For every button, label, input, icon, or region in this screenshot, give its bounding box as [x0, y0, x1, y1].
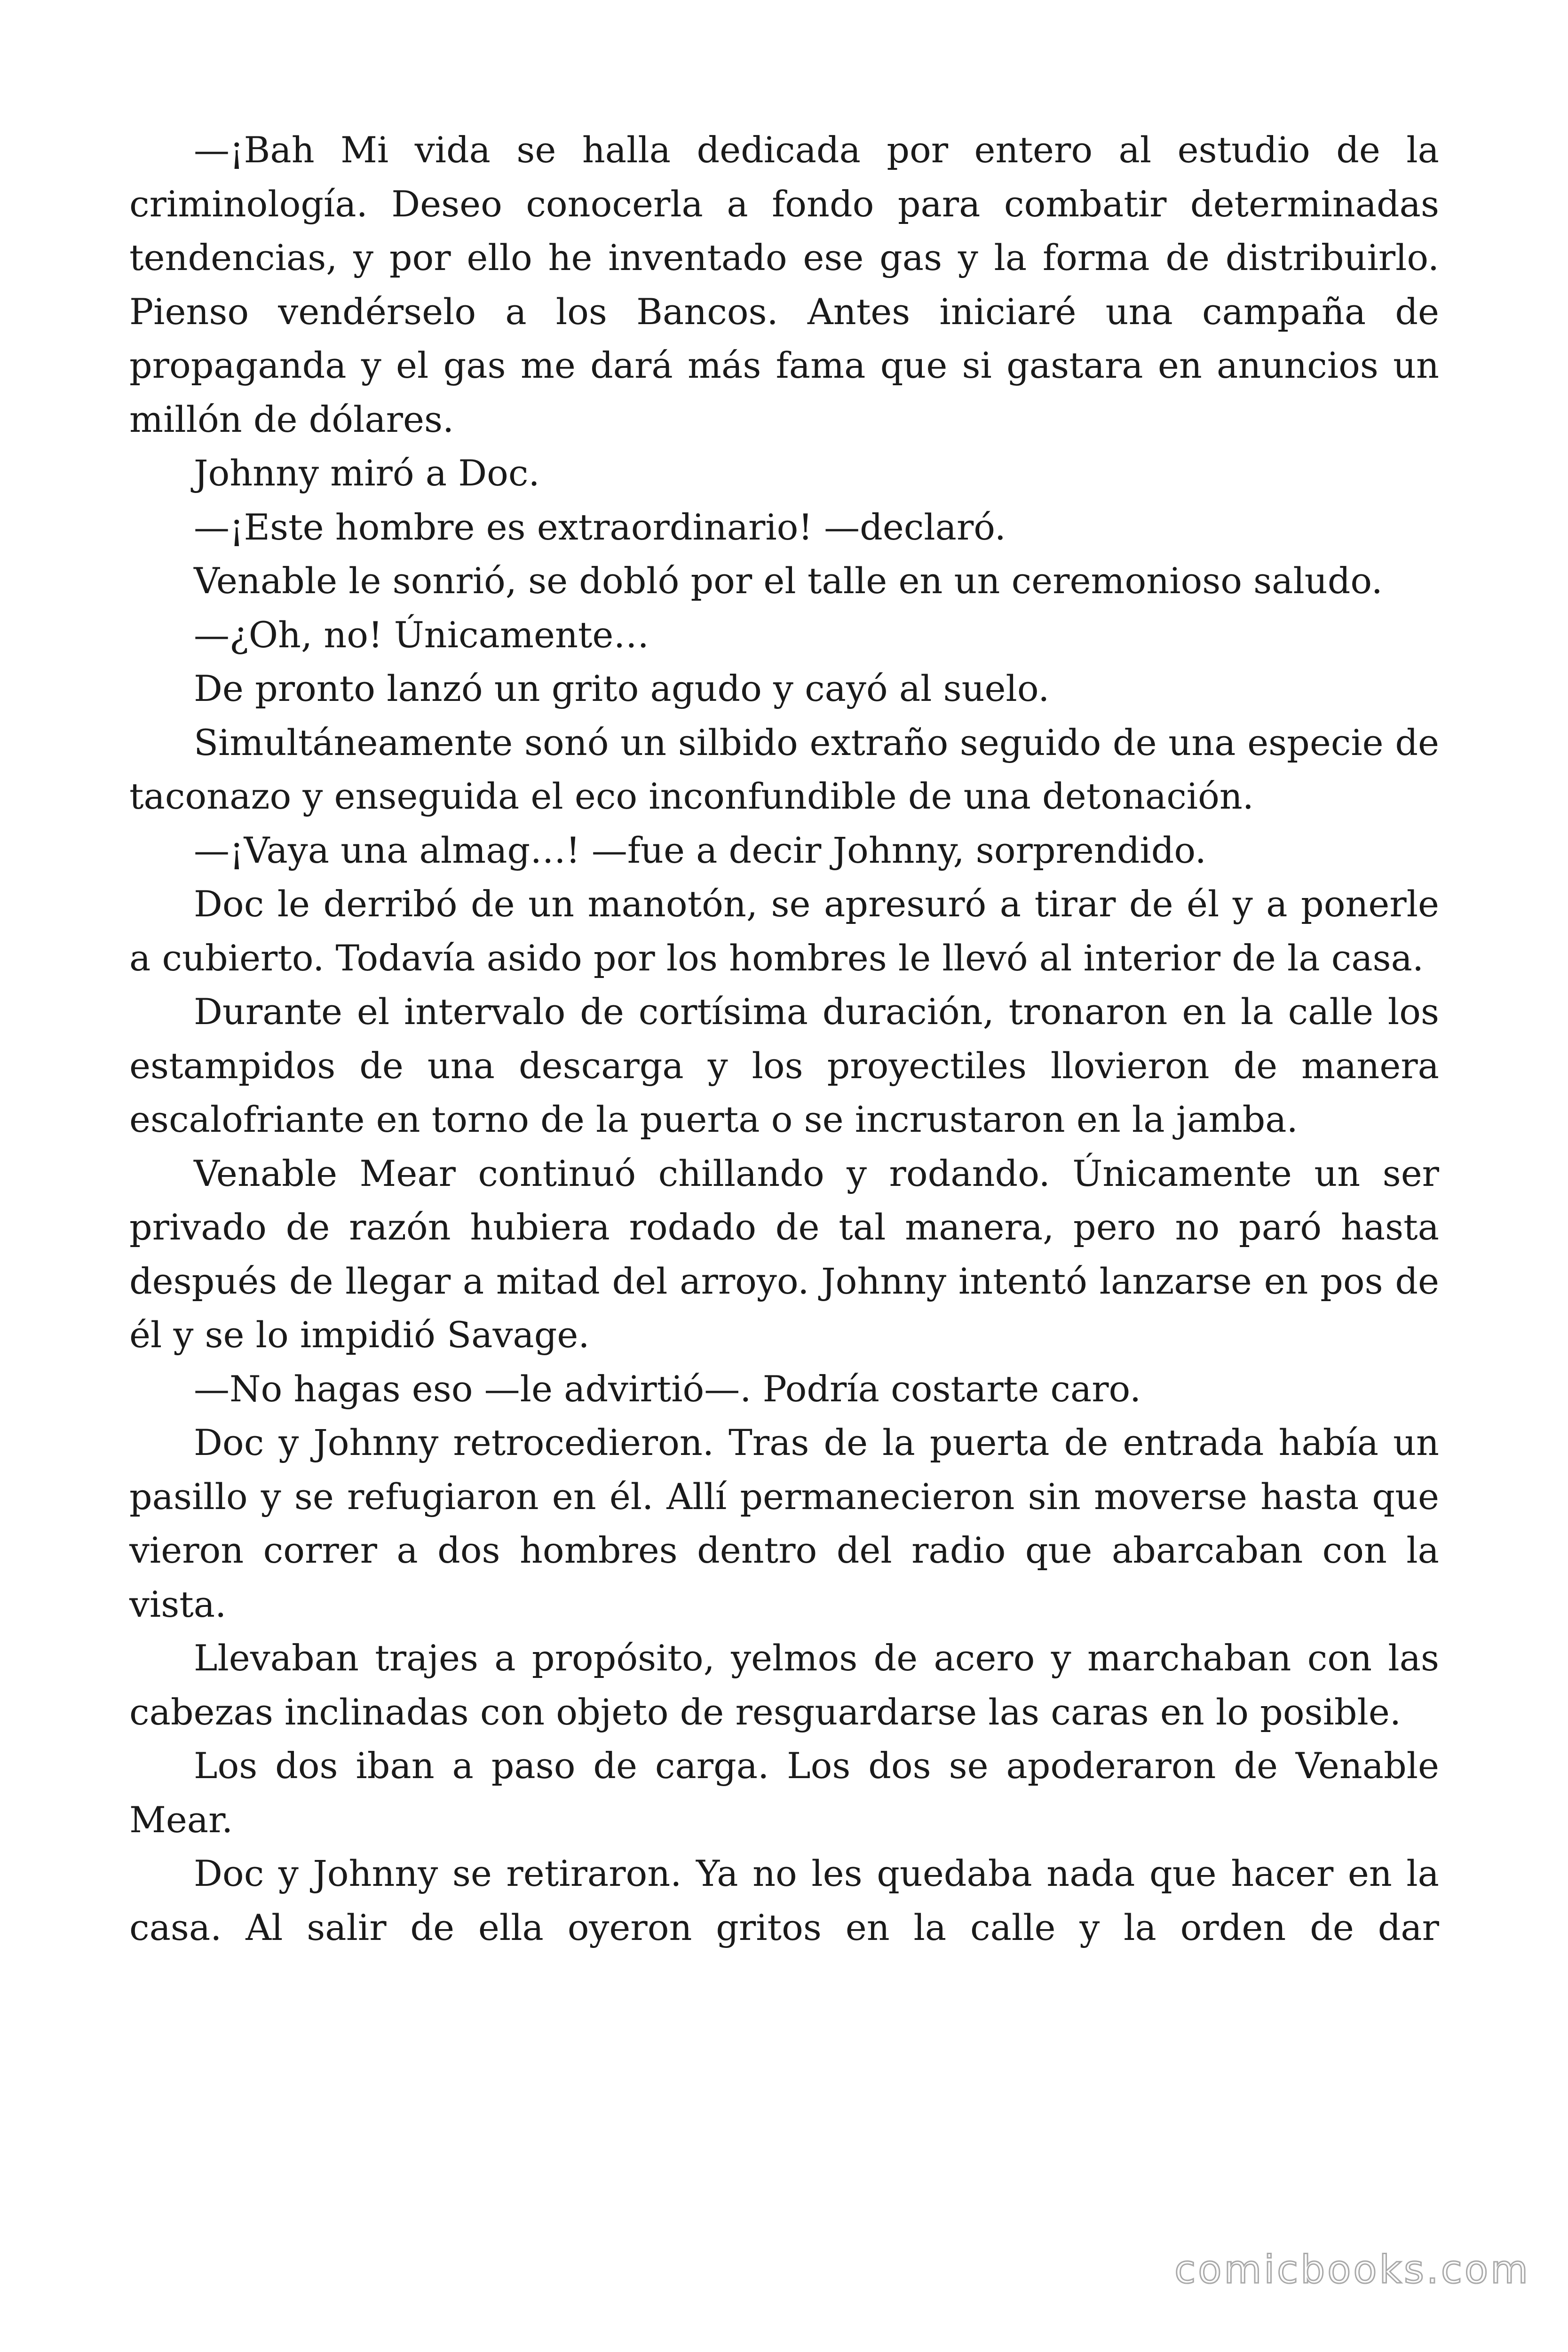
paragraph: —¡Vaya una almag…! —fue a decir Johnny, sorprendido.: [194, 829, 1206, 871]
paragraph: Johnny miró a Doc.: [194, 452, 540, 494]
paragraph: Venable Mear continuó chillando y rodando. Únicamente un ser privado de razón hubiera rodado de tal manera, pero no paró hasta después de llegar a mitad del arroyo. Johnny intentó lanzarse en pos de él y se lo impidió Savage.: [129, 1152, 1439, 1356]
paragraph: Doc y Johnny se retiraron. Ya no les quedaba nada que hacer en la casa. Al salir de ella oyeron gritos en la calle y la orden de dar: [129, 1852, 1439, 1948]
paragraph: Los dos iban a paso de carga. Los dos se apoderaron de Venable Mear.: [129, 1745, 1439, 1841]
watermark: comicbooks.com: [1174, 2248, 1530, 2292]
paragraph: De pronto lanzó un grito agudo y cayó al suelo.: [194, 667, 1050, 709]
paragraph: —¿Oh, no! Únicamente…: [194, 613, 649, 656]
body-text: [129, 123, 1439, 1955]
paragraph: Doc y Johnny retrocedieron. Tras de la puerta de entrada había un pasillo y se refugiaron en él. Allí permanecieron sin moverse hasta que vieron correr a dos hombres dentro del radio que abarcaban con la vista.: [129, 1422, 1439, 1625]
paragraph: Durante el intervalo de cortísima duración, tronaron en la calle los estampidos de una descarga y los proyectiles llovieron de manera escalofriante en torno de la puerta o se incrustaron en la jamba.: [129, 991, 1439, 1140]
paragraph: Venable le sonrió, se dobló por el talle en un ceremonioso saludo.: [194, 560, 1383, 602]
paragraph: —¡Bah Mi vida se halla dedicada por entero al estudio de la criminología. Deseo conocerla a fondo para combatir determinadas tendencias, y por ello he inventado ese gas y la forma de distribuirlo. Pienso vendérselo a los Bancos. Antes iniciaré una campaña de propaganda y el gas me dará más fama que si gastara en anuncios un millón de dólares.: [129, 129, 1439, 440]
paragraph: Doc le derribó de un manotón, se apresuró a tirar de él y a ponerle a cubierto. Todavía asido por los hombres le llevó al interior de la casa.: [129, 883, 1439, 979]
paragraph: Simultáneamente sonó un silbido extraño seguido de una especie de taconazo y enseguida el eco inconfundible de una detonación.: [129, 721, 1439, 817]
paragraph: —¡Este hombre es extraordinario! —declaró.: [194, 506, 1006, 548]
paragraph: Llevaban trajes a propósito, yelmos de acero y marchaban con las cabezas inclinadas con objeto de resguardarse las caras en lo posible.: [129, 1637, 1439, 1733]
paragraph: —No hagas eso —le advirtió—. Podría costarte caro.: [194, 1367, 1141, 1410]
